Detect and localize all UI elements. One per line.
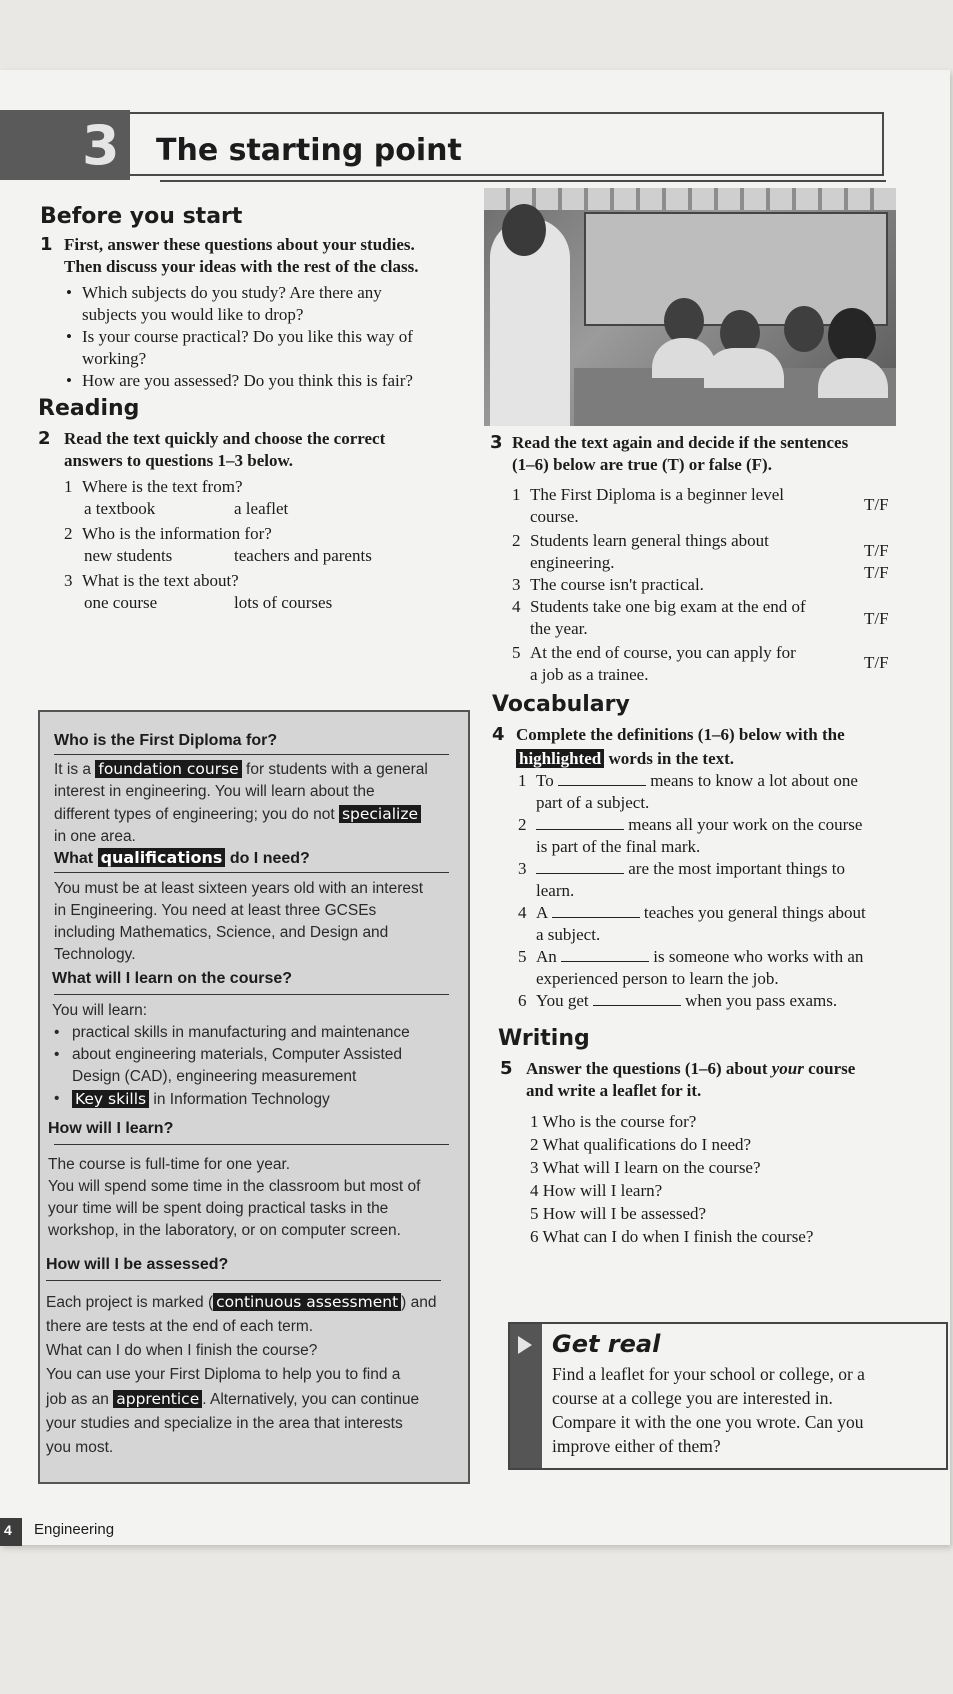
answer-blank[interactable] (536, 815, 624, 830)
highlight-term: Key skills (72, 1090, 149, 1108)
answer-blank[interactable] (552, 903, 640, 918)
get-real-title: Get real (552, 1330, 661, 1358)
classroom-photo (484, 188, 896, 426)
list-item: 5 An is someone who works with an experienced person to learn the job. (518, 947, 864, 988)
answer-option[interactable]: lots of courses (234, 593, 333, 612)
exercise-instruction: First, answer these questions about your studies. (64, 235, 415, 254)
leaflet-heading: What will I learn on the course? (52, 970, 293, 987)
exercise-instruction: Answer the questions (1–6) about your course (526, 1059, 856, 1078)
true-false-option[interactable]: T/F (864, 495, 889, 514)
list-item: • Which subjects do you study? Are there any subjects you would like to drop? (66, 283, 382, 324)
highlight-term: continuous assessment (213, 1293, 401, 1311)
reading-heading: Reading (38, 396, 140, 421)
list-item: 1 The First Diploma is a beginner level course. T/F (512, 485, 889, 526)
list-item: 1 To means to know a lot about one part of a subject. (518, 771, 858, 812)
leaflet-box (38, 710, 470, 1484)
writing-questions (530, 1110, 910, 1248)
leaflet-paragraph: It is a foundation course for students with a general interest in engineering. You will learn about the different types of engineering; you do not specialize in one area. (54, 760, 428, 845)
list-item: 4 A teaches you general things about a subject. (518, 903, 866, 944)
exercise-4 (492, 724, 845, 768)
highlight-term: qualifications (98, 848, 226, 867)
answer-blank[interactable] (561, 947, 649, 962)
exercise-instruction: Read the text again and decide if the sentences (512, 433, 849, 452)
exercise-instruction: (1–6) below are true (T) or false (F). (512, 455, 772, 474)
list-item: 2 Students learn general things about engineering. T/F (512, 531, 889, 572)
list-item: 3 What will I learn on the course? (530, 1158, 761, 1177)
exercise-instruction: Then discuss your ideas with the rest of the class. (64, 257, 419, 276)
true-false-list (512, 484, 902, 686)
leaflet-paragraph: The course is full-time for one year. You will spend some time in the classroom but most of your time will be spent doing practical tasks in the workshop, in the laboratory, or on computer screen. (48, 1156, 421, 1239)
leaflet-paragraph: You must be at least sixteen years old with an interest in Engineering. You need at least three GCSEs including Mathematics, Science, and Design and Technology. (54, 880, 424, 963)
exercise-3 (490, 432, 849, 474)
true-false-option[interactable]: T/F (864, 541, 889, 560)
book-page (0, 70, 950, 1545)
before-heading: Before you start (40, 204, 243, 229)
true-false-option[interactable]: T/F (864, 563, 889, 582)
exercise-number: 4 (492, 724, 505, 745)
leaflet-heading: Who is the First Diploma for? (54, 732, 278, 749)
leaflet-paragraph: You will learn: • practical skills in manufacturing and maintenance • about engineering materials, Computer Assisted Design (CAD), engineering measurement • Key skills in Information Technology (52, 1002, 410, 1108)
vocabulary-heading: Vocabulary (492, 692, 630, 717)
unit-title: The starting point (156, 133, 462, 168)
true-false-option[interactable]: T/F (864, 609, 889, 628)
highlight-term: foundation course (95, 760, 241, 778)
footer-label: Engineering (34, 1521, 115, 1538)
writing-heading: Writing (498, 1026, 590, 1051)
list-item: 6 What can I do when I finish the course? (530, 1227, 814, 1246)
answer-blank[interactable] (536, 859, 624, 874)
get-real-box (508, 1322, 948, 1470)
exercise-instruction: Complete the definitions (1–6) below with the (516, 725, 845, 744)
list-item: 5 How will I be assessed? (530, 1204, 707, 1223)
list-item: 3 What is the text about? one course lots of courses (64, 571, 333, 612)
leaflet-heading: How will I be assessed? (46, 1256, 229, 1273)
answer-option[interactable]: new students (84, 546, 173, 565)
answer-option[interactable]: one course (84, 593, 158, 612)
answer-option[interactable]: a textbook (84, 499, 156, 518)
get-real-text: Find a leaflet for your school or college, or a course at a college you are interested in. Compare it with the one you wrote. Can you improve either of them? (552, 1364, 865, 1456)
list-item: 6 You get when you pass exams. (518, 991, 838, 1010)
reading-questions (64, 476, 464, 617)
list-item: • How are you assessed? Do you think this is fair? (66, 371, 413, 390)
leaflet-paragraph: Each project is marked ( continuous assessment ) and there are tests at the end of each term. What can I do when I finish the course? You can use your First Diploma to help you to find a job as an apprentice . Alternatively, you can continue your studies and specialize in the area that interests you most. (46, 1293, 437, 1456)
play-arrow-icon (518, 1336, 532, 1354)
exercise-instruction: answers to questions 1–3 below. (64, 451, 294, 470)
exercise-instruction: and write a leaflet for it. (526, 1081, 702, 1100)
leaflet-heading: How will I learn? (48, 1120, 174, 1137)
before-bullets (66, 282, 466, 392)
list-item: 5 At the end of course, you can apply for a job as a trainee. T/F (512, 643, 889, 684)
page-number: 4 (4, 1522, 12, 1538)
exercise-number: 2 (38, 428, 51, 449)
exercise-1 (40, 234, 419, 276)
list-item: 1 Who is the course for? (530, 1112, 697, 1131)
unit-number: 3 (82, 114, 120, 177)
list-item: 4 How will I learn? (530, 1181, 663, 1200)
answer-blank[interactable] (593, 991, 681, 1006)
exercise-number: 1 (40, 234, 53, 255)
exercise-instruction: highlighted words in the text. (516, 748, 734, 770)
exercise-2 (38, 428, 386, 470)
exercise-number: 3 (490, 432, 503, 453)
answer-blank[interactable] (558, 771, 646, 786)
answer-option[interactable]: teachers and parents (234, 546, 372, 565)
true-false-option[interactable]: T/F (864, 653, 889, 672)
highlight-term: specialize (339, 805, 421, 823)
list-item: • Is your course practical? Do you like this way of working? (66, 327, 413, 368)
list-item: 2 What qualifications do I need? (530, 1135, 752, 1154)
list-item: 1 Where is the text from? a textbook a leaflet (64, 477, 289, 518)
highlight-term: apprentice (113, 1390, 202, 1408)
exercise-5 (500, 1058, 856, 1100)
leaflet-heading: What qualifications do I need? (54, 848, 310, 867)
list-item: 3 are the most important things to learn. (518, 859, 845, 900)
answer-option[interactable]: a leaflet (234, 499, 289, 518)
exercise-number: 5 (500, 1058, 513, 1079)
highlight-term: highlighted (516, 749, 604, 768)
list-item: 4 Students take one big exam at the end of the year. T/F (512, 597, 889, 638)
list-item: 2 Who is the information for? new students teachers and parents (64, 524, 372, 565)
list-item: 3 The course isn't practical. T/F (512, 563, 889, 594)
list-item: 2 means all your work on the course is part of the final mark. (518, 815, 863, 856)
exercise-instruction: Read the text quickly and choose the correct (64, 429, 386, 448)
definitions-list (518, 770, 918, 1012)
